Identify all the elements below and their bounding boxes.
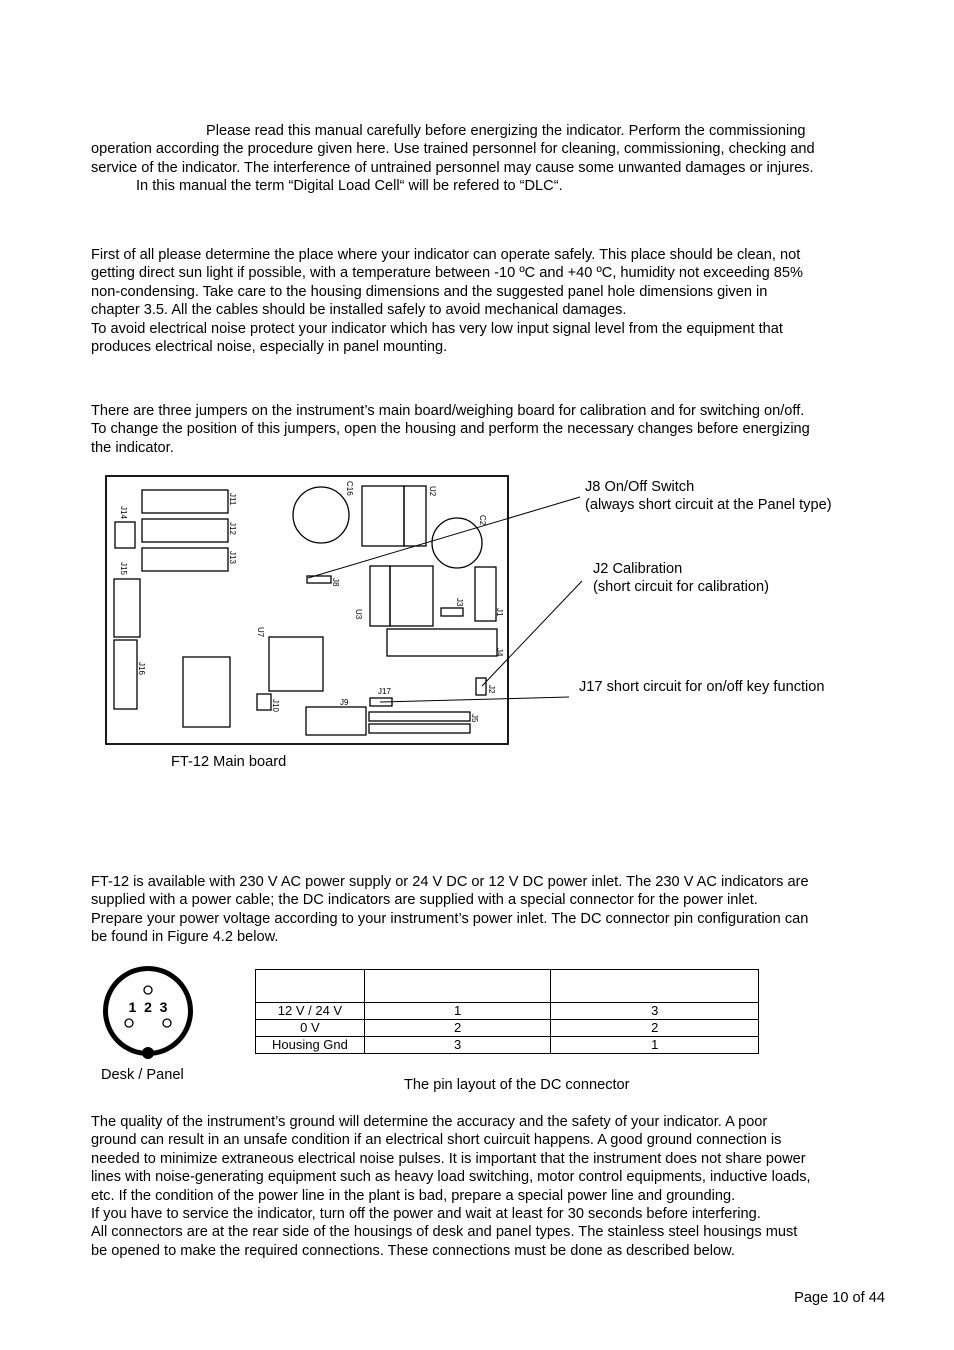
placement-line-4: chapter 3.5. All the cables should be installed safely to avoid mechanical damages. xyxy=(91,302,627,319)
callout-j8 xyxy=(585,478,832,515)
grounding-line-4: lines with noise-generating equipment such as heavy load switching, motor control equipments, inductive loads, xyxy=(91,1169,811,1186)
label-j11: J11 xyxy=(228,493,237,506)
connector-j12 xyxy=(142,519,228,542)
placement-line-6: produces electrical noise, especially in panel mounting. xyxy=(91,339,448,356)
connector-j13 xyxy=(142,548,228,571)
power-line-1: FT-12 is available with 230 V AC power supply or 24 V DC or 12 V DC power inlet. The 230 V AC indicators are xyxy=(91,874,809,890)
connector-j16 xyxy=(114,640,137,709)
capacitor-c2 xyxy=(432,518,482,568)
board-caption: FT-12 Main board xyxy=(171,754,287,770)
callout-j2-title: J2 Calibration xyxy=(593,561,683,577)
page-number: Page 10 of 44 xyxy=(794,1290,885,1306)
label-j9: J9 xyxy=(340,698,349,707)
grounding-line-7: All connectors are at the rear side of the housings of desk and panel types. The stainless steel housings must xyxy=(91,1224,798,1241)
label-j1: J1 xyxy=(495,608,504,617)
chip-u3-b xyxy=(390,566,433,626)
jumpers-line-2: To change the position of this jumpers, open the housing and perform the necessary changes before energizing xyxy=(91,421,810,438)
label-j3: J3 xyxy=(455,598,464,607)
intro-line-2: operation according the procedure given here. Use trained personnel for cleaning, commissioning, checking and xyxy=(91,141,815,158)
table-cell: 1 xyxy=(551,1037,759,1054)
callout-j8-title: J8 On/Off Switch xyxy=(585,479,695,495)
table-row xyxy=(256,1020,759,1037)
label-c16: C16 xyxy=(345,481,354,496)
label-j14: J14 xyxy=(119,506,128,519)
grounding-line-1: The quality of the instrument’s ground will determine the accuracy and the safety of your indicator. A poor xyxy=(91,1114,768,1130)
power-line-2: supplied with a power cable; the DC indicators are supplied with a special connector for the power inlet. xyxy=(91,892,758,909)
label-j16: J16 xyxy=(137,662,146,675)
label-u3: U3 xyxy=(354,609,363,620)
label-j10: J10 xyxy=(271,699,280,712)
intro-line-4: In this manual the term “Digital Load Cell“ will be refered to “DLC“. xyxy=(136,178,563,195)
jumpers-line-3: the indicator. xyxy=(91,439,174,456)
callout-j8-note: (always short circuit at the Panel type) xyxy=(585,497,832,514)
table-cell: 0 V xyxy=(256,1020,365,1037)
grounding-line-2: ground can result in an unsafe condition if an electrical short cuircuit happens. A good ground connection is xyxy=(91,1132,782,1149)
connector-j9 xyxy=(306,707,366,735)
table-cell: 2 xyxy=(551,1020,759,1037)
table-cell: 3 xyxy=(364,1037,551,1054)
intro-line-3: service of the indicator. The interference of untrained personnel may cause some unwanted damages or injures. xyxy=(91,159,814,176)
connector-j5-a xyxy=(369,712,470,721)
connector-j10 xyxy=(257,694,271,710)
label-j13: J13 xyxy=(228,551,237,564)
intro-line-1: Please read this manual carefully before energizing the indicator. Perform the commissioning xyxy=(206,123,806,139)
table-cell: 12 V / 24 V xyxy=(256,1003,365,1020)
power-paragraph xyxy=(91,873,891,947)
grounding-line-5: etc. If the condition of the power line in the plant is bad, prepare a special power line and grounding. xyxy=(91,1187,736,1204)
jumper-j3 xyxy=(441,608,463,616)
label-j2: J2 xyxy=(487,685,496,694)
connector-j15 xyxy=(114,579,140,637)
power-line-3: Prepare your power voltage according to your instrument’s power inlet. The DC connector pin configuration can xyxy=(91,910,809,927)
chip-u3-a xyxy=(370,566,390,626)
connector-pin-labels: 1 2 3 xyxy=(128,999,168,1015)
callout-j17: J17 short circuit for on/off key function xyxy=(579,679,825,695)
connector-key xyxy=(142,1047,154,1059)
component-block xyxy=(183,657,230,727)
label-c2: C2 xyxy=(478,515,487,526)
table-row xyxy=(256,1003,759,1020)
chip-u2-b xyxy=(404,486,426,546)
connector-j4 xyxy=(387,629,497,656)
grounding-paragraph xyxy=(91,1113,891,1260)
table-cell: 1 xyxy=(364,1003,551,1020)
placement-line-2: getting direct sun light if possible, with a temperature between -10 ºC and +40 ºC, humidity not exceeding 85% xyxy=(91,265,803,282)
table-header-cell xyxy=(256,970,365,1003)
label-j8: J8 xyxy=(331,578,340,587)
label-j17: J17 xyxy=(378,687,391,696)
connector-j5-b xyxy=(369,724,470,733)
grounding-line-3: needed to minimize extraneous electrical noise pulses. It is important that the instrument does not share power xyxy=(91,1150,806,1167)
label-u2: U2 xyxy=(428,486,437,497)
capacitor-c16 xyxy=(293,487,349,543)
power-line-4: be found in Figure 4.2 below. xyxy=(91,929,279,946)
label-j4: J4 xyxy=(495,648,504,657)
chip-u7 xyxy=(269,637,323,691)
placement-line-5: To avoid electrical noise protect your indicator which has very low input signal level from the equipment that xyxy=(91,320,783,337)
chip-u2-a xyxy=(362,486,404,546)
dc-connector-drawing xyxy=(95,960,205,1065)
table-cell: 2 xyxy=(364,1020,551,1037)
callout-j2 xyxy=(593,560,769,597)
label-j12: J12 xyxy=(228,522,237,535)
table-header-cell xyxy=(364,970,551,1003)
connector-caption: Desk / Panel xyxy=(101,1067,184,1083)
placement-line-1: First of all please determine the place where your indicator can operate safely. This place should be clean, not xyxy=(91,247,801,263)
board-outline xyxy=(106,476,508,744)
label-j15: J15 xyxy=(119,562,128,575)
callout-line-j17 xyxy=(380,697,569,702)
placement-line-3: non-condensing. Take care to the housing dimensions and the suggested panel hole dimensions given in xyxy=(91,283,768,300)
table-cell: Housing Gnd xyxy=(256,1037,365,1054)
callout-j2-note: (short circuit for calibration) xyxy=(593,579,769,596)
table-caption: The pin layout of the DC connector xyxy=(404,1077,630,1093)
label-u7: U7 xyxy=(256,627,265,638)
label-j5: J5 xyxy=(470,714,479,723)
grounding-line-8: be opened to make the required connections. These connections must be done as described below. xyxy=(91,1242,735,1259)
table-row xyxy=(256,1037,759,1054)
connector-j1 xyxy=(475,567,496,621)
pin-layout-table xyxy=(255,969,759,1054)
table-header-cell xyxy=(551,970,759,1003)
grounding-line-6: If you have to service the indicator, turn off the power and wait at least for 30 seconds before interfering. xyxy=(91,1206,761,1223)
jumpers-line-1: There are three jumpers on the instrument’s main board/weighing board for calibration and for switching on/off. xyxy=(91,403,805,419)
table-header-row xyxy=(256,970,759,1003)
table-cell: 3 xyxy=(551,1003,759,1020)
connector-j14 xyxy=(115,522,135,548)
connector-j11 xyxy=(142,490,228,513)
jumper-j2 xyxy=(476,678,486,695)
